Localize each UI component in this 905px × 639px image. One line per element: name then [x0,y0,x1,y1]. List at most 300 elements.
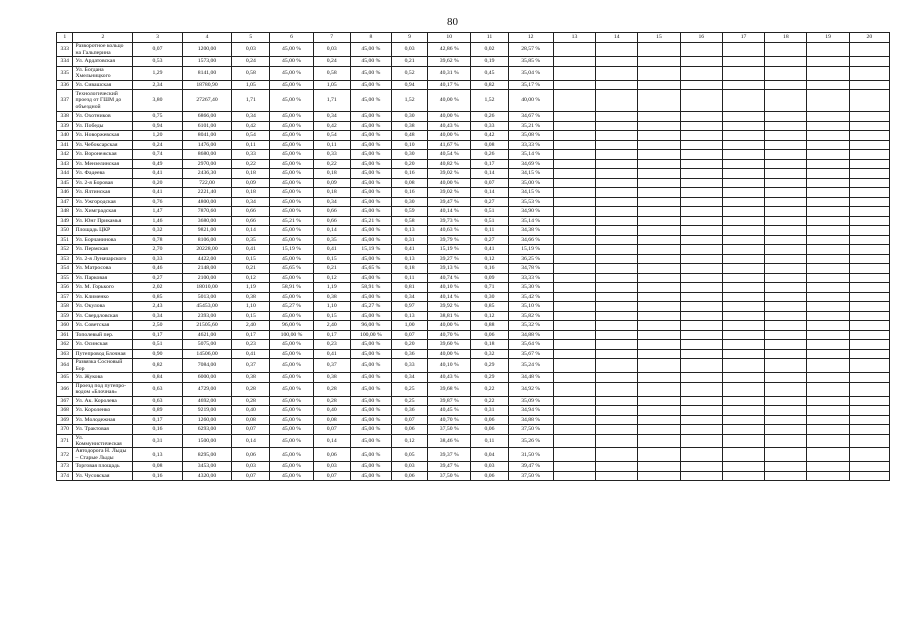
empty-cell [722,434,764,448]
empty-cell [638,43,680,57]
empty-cell [596,292,638,302]
cell-value: 0,58 [392,216,428,226]
table-row [57,140,890,150]
street-name: Ул. Осинская [73,340,133,350]
row-number: 357 [57,292,73,302]
cell-value: 40,17 % [428,80,471,90]
empty-cell [596,197,638,207]
empty-cell [553,57,595,67]
empty-cell [722,396,764,406]
empty-cell [680,471,722,481]
empty-cell [807,396,849,406]
cell-value: 40,00 % [428,178,471,188]
empty-cell [596,415,638,425]
cell-value: 33,33 % [508,140,553,150]
cell-value: 40,45 % [428,406,471,416]
cell-value: 45,00 % [350,373,391,383]
cell-value: 39,13 % [428,264,471,274]
cell-value: 0,59 [392,207,428,217]
cell-value: 0,78 [133,235,182,245]
empty-cell [765,373,807,383]
empty-cell [765,66,807,80]
empty-cell [765,188,807,198]
empty-cell [849,121,889,131]
row-number: 363 [57,349,73,359]
empty-cell [553,283,595,293]
column-header: 1 [57,33,73,43]
cell-value: 2393,00 [182,311,231,321]
empty-cell [807,235,849,245]
cell-value: 0,41 [232,349,270,359]
street-name: Ул. Ялтинская [73,188,133,198]
cell-value: 45,00 % [270,373,313,383]
empty-cell [849,471,889,481]
empty-cell [849,90,889,112]
empty-cell [553,396,595,406]
cell-value: 0,21 [313,264,350,274]
empty-cell [807,273,849,283]
cell-value: 1,29 [133,66,182,80]
cell-value: 40,43 % [428,121,471,131]
empty-cell [807,131,849,141]
empty-cell [596,121,638,131]
street-name: Автодорога Н. Лыды – Старые Лыды [73,448,133,462]
cell-value: 1573,00 [182,57,231,67]
row-number: 362 [57,340,73,350]
empty-cell [680,226,722,236]
empty-cell [680,283,722,293]
empty-cell [722,188,764,198]
empty-cell [680,425,722,435]
empty-cell [596,471,638,481]
cell-value: 0,97 [392,302,428,312]
cell-value: 0,30 [471,292,508,302]
empty-cell [807,406,849,416]
cell-value: 96,00 % [350,321,391,331]
empty-cell [596,235,638,245]
table-row [57,207,890,217]
cell-value: 0,35 [313,235,350,245]
cell-value: 45,00 % [270,340,313,350]
cell-value: 45,00 % [270,112,313,122]
cell-value: 0,36 [392,349,428,359]
cell-value: 0,06 [471,330,508,340]
empty-cell [553,349,595,359]
empty-cell [638,245,680,255]
empty-cell [849,80,889,90]
empty-cell [722,80,764,90]
cell-value: 45,00 % [270,311,313,321]
empty-cell [765,283,807,293]
empty-cell [807,43,849,57]
cell-value: 45,00 % [270,273,313,283]
cell-value: 0,16 [471,264,508,274]
cell-value: 0,38 [392,121,428,131]
cell-value: 0,06 [471,425,508,435]
empty-cell [596,90,638,112]
empty-cell [596,396,638,406]
cell-value: 0,02 [471,43,508,57]
cell-value: 45,00 % [350,226,391,236]
cell-value: 45,00 % [350,169,391,179]
cell-value: 0,33 [392,359,428,373]
cell-value: 0,34 [313,112,350,122]
cell-value: 0,42 [232,121,270,131]
cell-value: 34,48 % [508,373,553,383]
cell-value: 45,00 % [270,57,313,67]
empty-cell [596,140,638,150]
column-header: 10 [428,33,471,43]
empty-cell [680,150,722,160]
row-number: 352 [57,245,73,255]
empty-cell [807,197,849,207]
empty-cell [765,57,807,67]
cell-value: 2,40 [232,321,270,331]
column-header: 19 [807,33,849,43]
street-name: Ул. Победы [73,121,133,131]
empty-cell [849,359,889,373]
cell-value: 38,46 % [428,434,471,448]
cell-value: 45,00 % [350,273,391,283]
empty-cell [596,226,638,236]
empty-cell [553,235,595,245]
empty-cell [807,150,849,160]
empty-cell [849,302,889,312]
empty-cell [849,140,889,150]
empty-cell [638,373,680,383]
empty-cell [765,311,807,321]
empty-cell [553,311,595,321]
empty-cell [722,90,764,112]
cell-value: 9219,00 [182,406,231,416]
table-row [57,197,890,207]
empty-cell [849,197,889,207]
cell-value: 100,00 % [270,330,313,340]
cell-value: 0,15 [313,254,350,264]
empty-cell [807,159,849,169]
empty-cell [722,57,764,67]
cell-value: 0,30 [392,150,428,160]
empty-cell [849,150,889,160]
column-header: 13 [553,33,595,43]
empty-cell [849,226,889,236]
cell-value: 0,66 [313,207,350,217]
empty-cell [807,188,849,198]
empty-cell [680,43,722,57]
cell-value: 0,14 [313,434,350,448]
empty-cell [722,311,764,321]
cell-value: 0,12 [313,273,350,283]
cell-value: 6101,00 [182,121,231,131]
cell-value: 0,14 [471,169,508,179]
cell-value: 39,02 % [428,169,471,179]
cell-value: 0,11 [313,140,350,150]
cell-value: 45,00 % [270,415,313,425]
cell-value: 0,06 [392,425,428,435]
cell-value: 15,19 % [350,245,391,255]
empty-cell [638,207,680,217]
cell-value: 38,81 % [428,311,471,321]
cell-value: 0,71 [471,283,508,293]
cell-value: 0,41 [313,245,350,255]
cell-value: 45,27 % [270,302,313,312]
cell-value: 0,13 [392,226,428,236]
empty-cell [553,150,595,160]
empty-cell [849,57,889,67]
street-name: Ул. Окулова [73,302,133,312]
row-number: 367 [57,396,73,406]
cell-value: 0,30 [392,112,428,122]
cell-value: 15,19 % [270,245,313,255]
empty-cell [553,245,595,255]
cell-value: 45,00 % [350,43,391,57]
cell-value: 0,07 [392,415,428,425]
cell-value: 0,19 [471,57,508,67]
cell-value: 45,00 % [350,112,391,122]
empty-cell [849,311,889,321]
empty-cell [722,382,764,396]
empty-cell [680,349,722,359]
empty-cell [722,66,764,80]
empty-cell [807,382,849,396]
cell-value: 0,31 [133,434,182,448]
empty-cell [553,197,595,207]
table-row [57,415,890,425]
empty-cell [807,80,849,90]
empty-cell [765,254,807,264]
cell-value: 45,00 % [350,254,391,264]
table-row [57,359,890,373]
cell-value: 6293,00 [182,425,231,435]
empty-cell [596,43,638,57]
cell-value: 8680,00 [182,150,231,160]
table-row [57,188,890,198]
empty-cell [638,311,680,321]
cell-value: 0,82 [471,80,508,90]
cell-value: 0,54 [313,131,350,141]
empty-cell [849,373,889,383]
empty-cell [849,406,889,416]
cell-value: 0,16 [392,188,428,198]
cell-value: 0,63 [133,396,182,406]
cell-value: 1200,00 [182,43,231,57]
empty-cell [849,349,889,359]
cell-value: 4800,00 [182,197,231,207]
empty-cell [638,302,680,312]
cell-value: 40,10 % [428,283,471,293]
cell-value: 45,00 % [270,188,313,198]
cell-value: 34,66 % [508,235,553,245]
empty-cell [807,340,849,350]
street-name: Путепровод Блочная [73,349,133,359]
cell-value: 0,74 [133,150,182,160]
empty-cell [765,226,807,236]
cell-value: 0,03 [232,43,270,57]
cell-value: 0,14 [232,226,270,236]
cell-value: 35,85 % [508,57,553,67]
empty-cell [596,425,638,435]
cell-value: 45,00 % [350,207,391,217]
cell-value: 2970,00 [182,159,231,169]
cell-value: 0,06 [313,448,350,462]
empty-cell [680,112,722,122]
cell-value: 35,17 % [508,80,553,90]
cell-value: 39,27 % [428,254,471,264]
empty-cell [553,321,595,331]
column-header: 12 [508,33,553,43]
cell-value: 0,29 [471,359,508,373]
empty-cell [722,330,764,340]
empty-cell [807,140,849,150]
empty-cell [680,90,722,112]
cell-value: 45,65 % [270,264,313,274]
empty-cell [553,169,595,179]
empty-cell [596,80,638,90]
cell-value: 0,32 [471,349,508,359]
cell-value: 34,15 % [508,188,553,198]
empty-cell [553,254,595,264]
empty-cell [807,112,849,122]
empty-cell [722,340,764,350]
cell-value: 0,41 [133,169,182,179]
cell-value: 2436,30 [182,169,231,179]
empty-cell [807,283,849,293]
cell-value: 45,00 % [350,462,391,472]
empty-cell [596,340,638,350]
cell-value: 0,40 [313,406,350,416]
cell-value: 4692,00 [182,396,231,406]
cell-value: 45,00 % [270,349,313,359]
cell-value: 40,14 % [428,292,471,302]
cell-value: 34,38 % [508,226,553,236]
cell-value: 0,41 [133,188,182,198]
cell-value: 40,10 % [428,359,471,373]
cell-value: 0,58 [232,66,270,80]
cell-value: 34,15 % [508,169,553,179]
empty-cell [849,292,889,302]
cell-value: 45,00 % [350,471,391,481]
column-header: 17 [722,33,764,43]
cell-value: 18010,00 [182,283,231,293]
empty-cell [638,254,680,264]
cell-value: 45,00 % [270,131,313,141]
cell-value: 45,00 % [270,66,313,80]
cell-value: 0,89 [133,406,182,416]
cell-value: 40,00 % [428,112,471,122]
cell-value: 35,10 % [508,302,553,312]
cell-value: 35,21 % [508,121,553,131]
empty-cell [680,273,722,283]
cell-value: 1,10 [313,302,350,312]
empty-cell [722,283,764,293]
row-number: 347 [57,197,73,207]
table-row [57,471,890,481]
table-row [57,235,890,245]
empty-cell [807,349,849,359]
empty-cell [722,471,764,481]
cell-value: 39,79 % [428,235,471,245]
empty-cell [680,169,722,179]
empty-cell [596,349,638,359]
cell-value: 0,41 [232,245,270,255]
empty-cell [765,340,807,350]
empty-cell [638,448,680,462]
cell-value: 35,09 % [508,396,553,406]
cell-value: 7870,60 [182,207,231,217]
cell-value: 0,66 [313,216,350,226]
empty-cell [638,150,680,160]
cell-value: 722,00 [182,178,231,188]
empty-cell [849,254,889,264]
empty-cell [680,216,722,226]
cell-value: 0,18 [232,188,270,198]
cell-value: 1,52 [392,90,428,112]
row-number: 346 [57,188,73,198]
cell-value: 45,00 % [350,448,391,462]
row-number: 361 [57,330,73,340]
row-number: 370 [57,425,73,435]
empty-cell [680,373,722,383]
empty-cell [807,121,849,131]
cell-value: 40,00 % [428,321,471,331]
row-number: 339 [57,121,73,131]
cell-value: 40,00 % [428,349,471,359]
empty-cell [553,434,595,448]
empty-cell [596,311,638,321]
empty-cell [553,373,595,383]
cell-value: 7084,00 [182,359,231,373]
cell-value: 0,13 [392,254,428,264]
row-number: 349 [57,216,73,226]
table-row [57,216,890,226]
empty-cell [680,121,722,131]
cell-value: 0,30 [392,197,428,207]
empty-cell [596,382,638,396]
street-name: Ул. Ужгородская [73,197,133,207]
cell-value: 1,19 [313,283,350,293]
table-row [57,321,890,331]
row-number: 335 [57,66,73,80]
table-row [57,112,890,122]
row-number: 345 [57,178,73,188]
row-number: 358 [57,302,73,312]
cell-value: 34,67 % [508,112,553,122]
empty-cell [722,207,764,217]
cell-value: 0,38 [232,373,270,383]
row-number: 371 [57,434,73,448]
cell-value: 0,14 [471,188,508,198]
empty-cell [849,425,889,435]
cell-value: 40,74 % [428,273,471,283]
street-name: Ул. Коммунистическая [73,434,133,448]
cell-value: 2,40 [313,321,350,331]
row-number: 360 [57,321,73,331]
cell-value: 58,91 % [270,283,313,293]
empty-cell [722,425,764,435]
cell-value: 1,71 [232,90,270,112]
cell-value: 0,22 [232,159,270,169]
cell-value: 45,00 % [350,121,391,131]
empty-cell [849,462,889,472]
row-number: 364 [57,359,73,373]
empty-cell [596,448,638,462]
table-row [57,254,890,264]
table-row [57,302,890,312]
cell-value: 0,38 [313,292,350,302]
cell-value: 40,70 % [428,330,471,340]
cell-value: 45,00 % [270,434,313,448]
cell-value: 0,37 [232,359,270,373]
